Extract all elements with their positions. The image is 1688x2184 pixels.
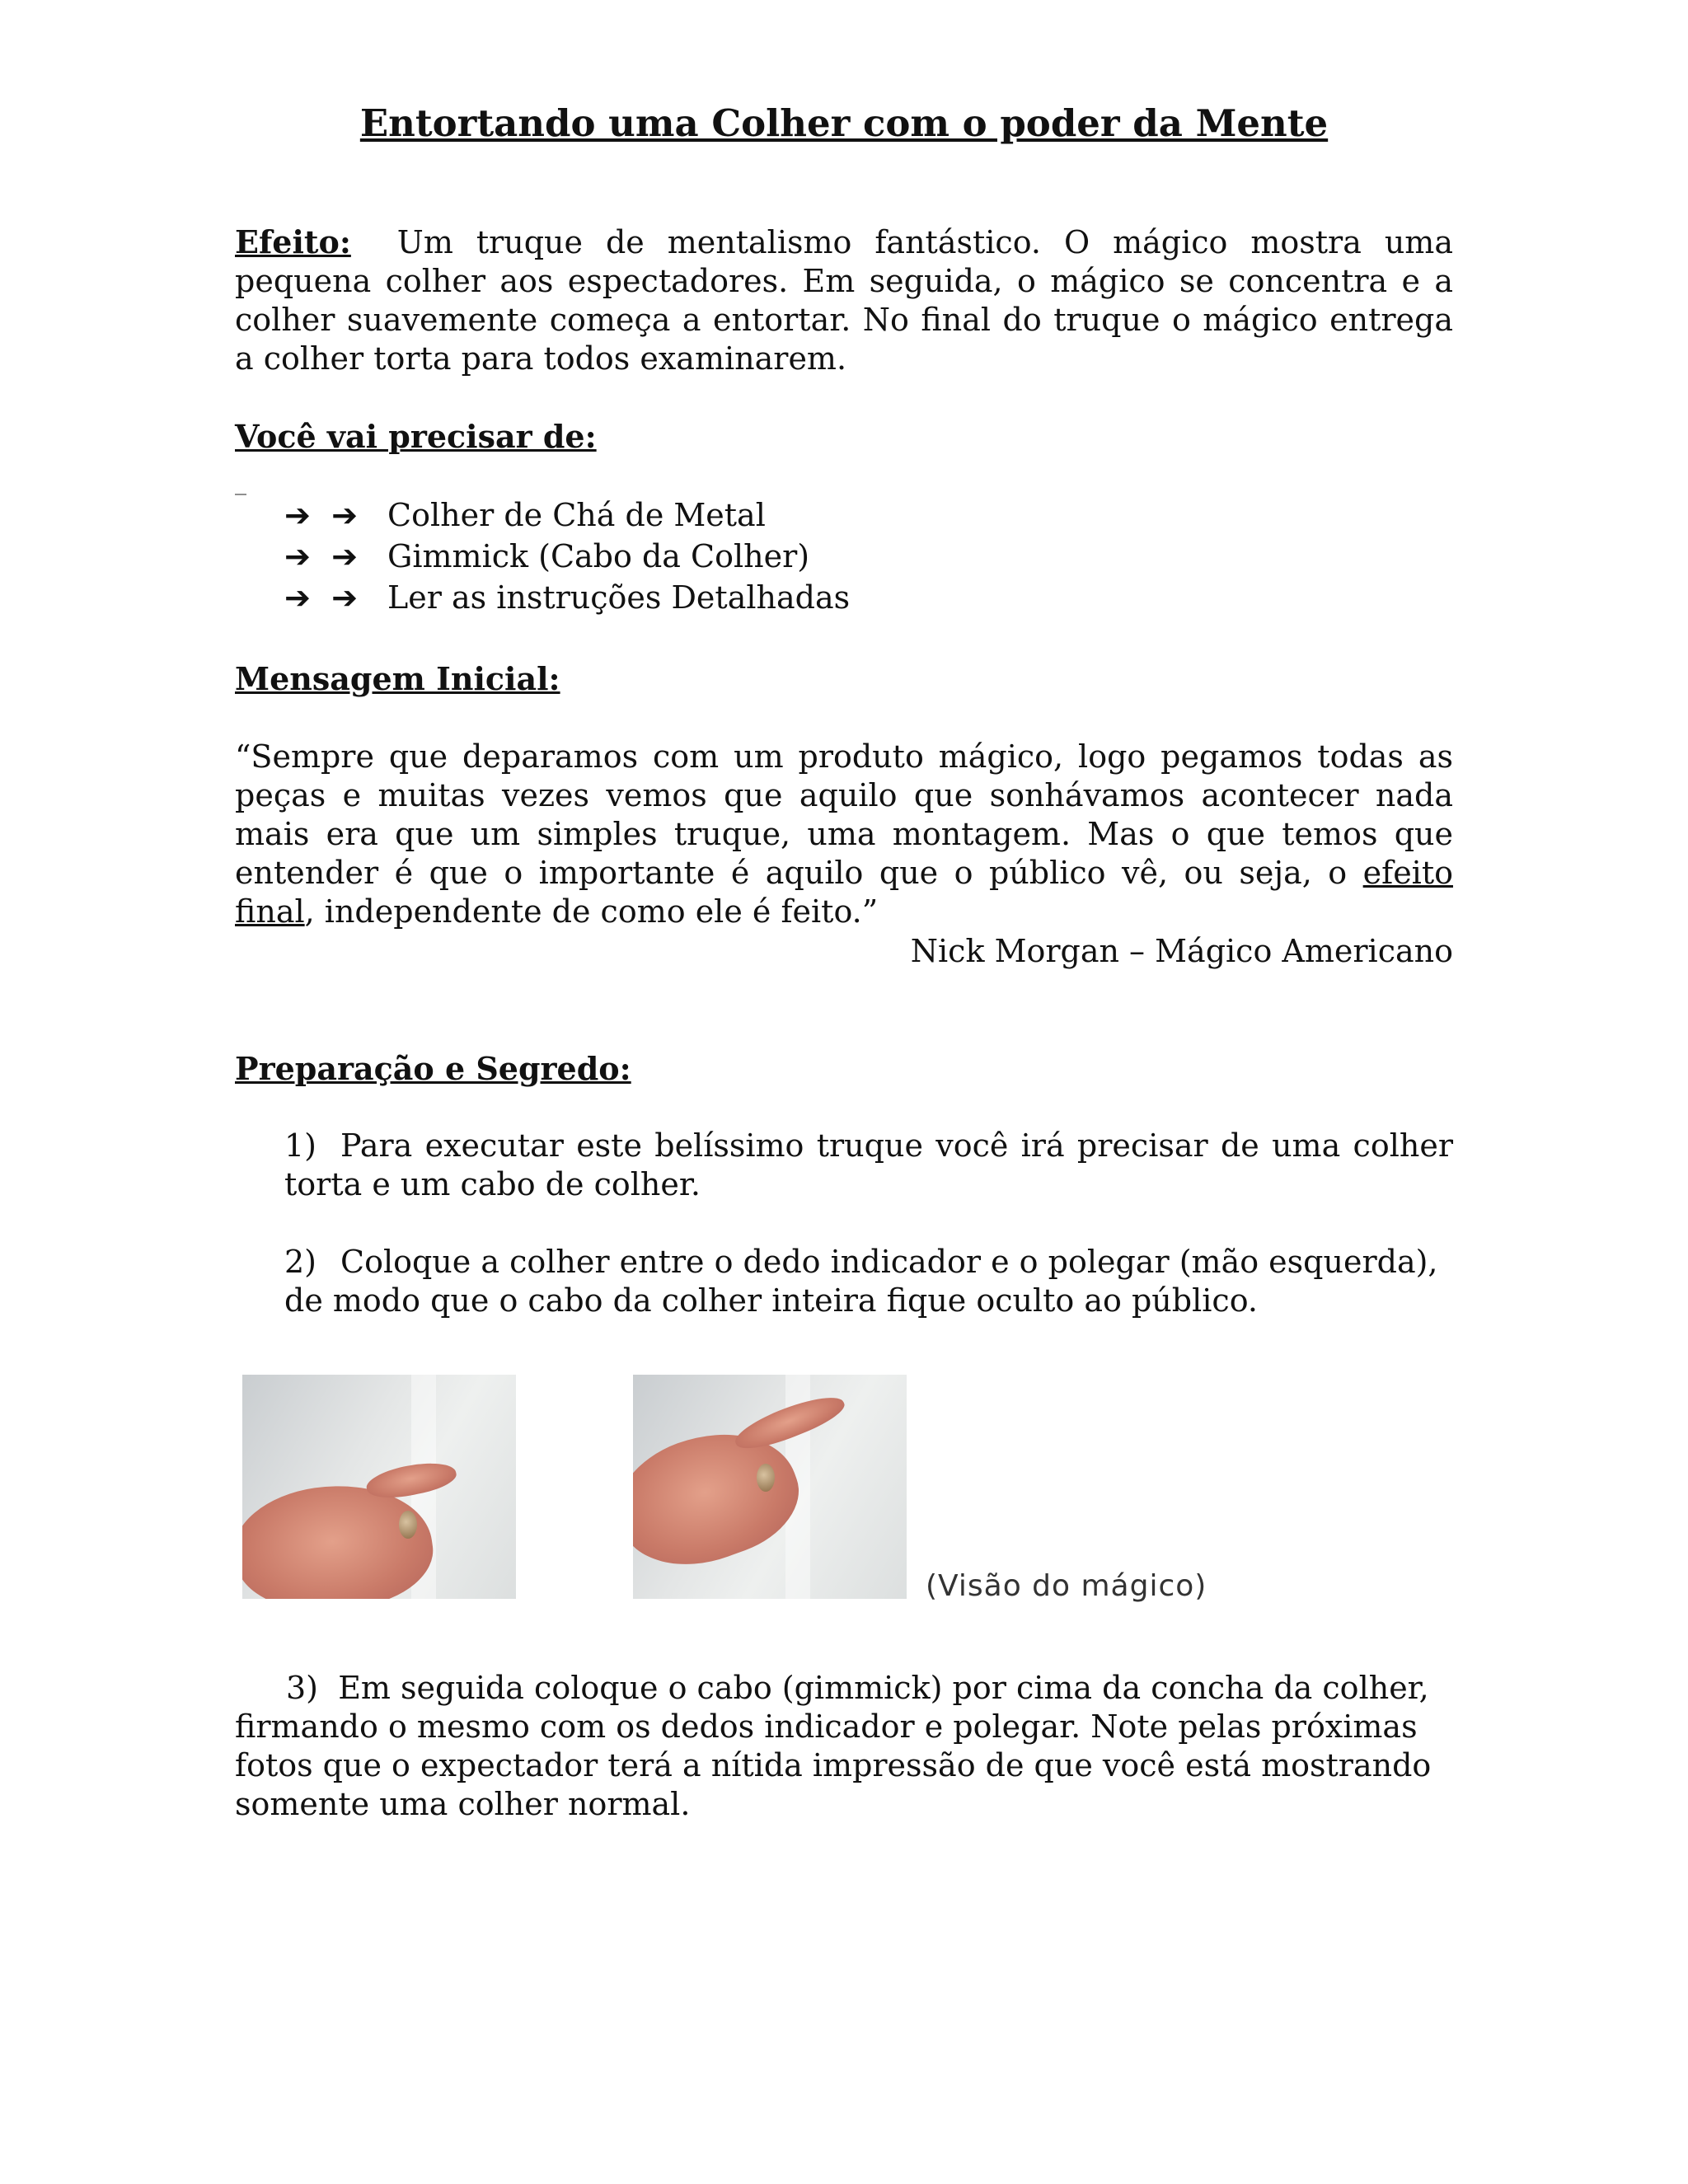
arrow-icon: ➔ ➔ [284, 497, 363, 533]
list-item [284, 577, 850, 618]
step-text: Para executar este belíssimo truque você irá precisar de uma colher torta e um cabo de colher. [284, 1127, 1453, 1202]
materials-list [284, 494, 850, 618]
list-item [284, 494, 850, 536]
quote-text: “Sempre que deparamos com um produto mágico, logo pegamos todas as peças e muitas vezes vemos que aquilo que sonhávamos acontecer nada mais era que um simples truque, uma montagem. Mas o que temos que entender é que o importante é aquilo que o público vê, ou seja, o [235, 738, 1453, 891]
step-number: 3) [286, 1670, 319, 1706]
quote-text-end: , independente de como ele é feito.” [304, 893, 879, 930]
step-3 [235, 1669, 1453, 1824]
step-number: 1) [284, 1127, 317, 1164]
message-heading: Mensagem Inicial: [235, 660, 560, 697]
arrow-icon: ➔ ➔ [284, 579, 363, 616]
list-item-label: Ler as instruções Detalhadas [387, 579, 851, 616]
quote-author: Nick Morgan – Mágico Americano [910, 933, 1453, 969]
step-text: Em seguida coloque o cabo (gimmick) por cima da concha da colher, firmando o mesmo com os dedos indicador e polegar. Note pelas próximas fotos que o expectador terá a nítida impressão de que você está mostrando somente uma colher normal. [235, 1670, 1432, 1822]
step-1 [284, 1127, 1453, 1204]
effect-paragraph [235, 223, 1453, 378]
quote-paragraph [235, 738, 1453, 931]
quote-underlined-text: efeito final [235, 855, 1453, 930]
list-item-label: Colher de Chá de Metal [387, 497, 766, 533]
step-number: 2) [284, 1244, 317, 1280]
stray-mark: _ [235, 468, 246, 495]
page-title: Entortando uma Colher com o poder da Mente [359, 101, 1329, 145]
arrow-icon: ➔ ➔ [284, 538, 363, 574]
step-text: Coloque a colher entre o dedo indicador e o polegar (mão esquerda), de modo que o cabo da colher inteira fique oculto ao público. [284, 1244, 1438, 1319]
effect-text: Um truque de mentalismo fantástico. O mágico mostra uma pequena colher aos espectadores. Em seguida, o mágico se concentra e a colher suavemente começa a entortar. No final do truque o mágico entrega a colher torta para todos examinarem. [235, 224, 1453, 377]
photo-caption: (Visão do mágico) [926, 1569, 1207, 1603]
materials-heading: Você vai precisar de: [235, 418, 597, 455]
list-item-label: Gimmick (Cabo da Colher) [387, 538, 810, 574]
step-2 [284, 1243, 1453, 1320]
hand-spoon-photo-1 [242, 1375, 516, 1599]
hand-spoon-photo-2 [633, 1375, 907, 1599]
list-item [284, 536, 850, 577]
effect-label: Efeito: [235, 223, 351, 260]
preparation-heading: Preparação e Segredo: [235, 1050, 631, 1087]
